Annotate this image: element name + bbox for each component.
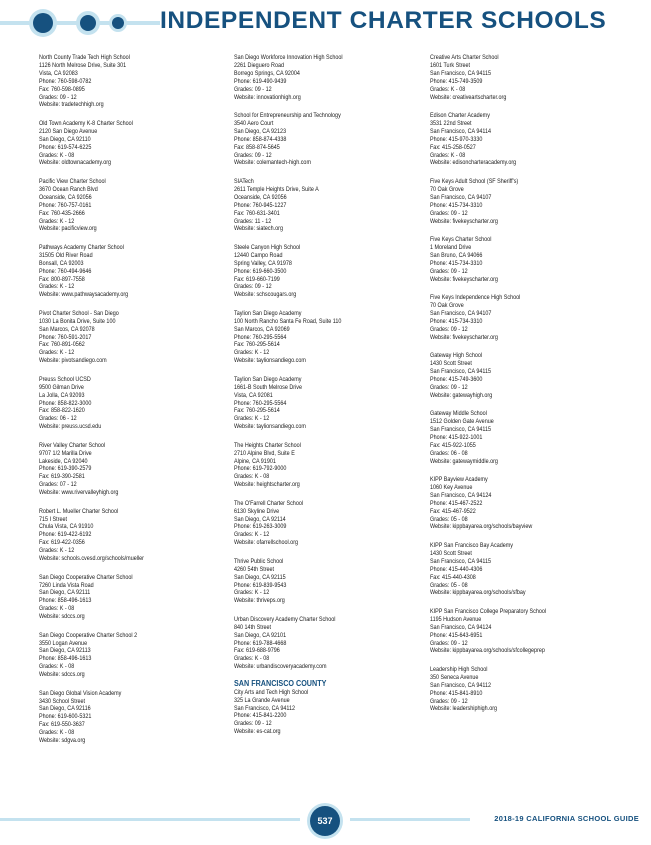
school-website: Website: edisoncharteracademy.org xyxy=(430,159,517,167)
school-name: Leadership High School xyxy=(430,665,488,673)
school-address-line: 1 Moreland Drive xyxy=(430,243,472,251)
school-name: San Diego Workforce Innovation High School xyxy=(234,54,343,61)
school-website: Website: kippbayarea.org/schools/sfcollegeprep xyxy=(430,647,545,655)
school-entry xyxy=(39,508,229,563)
school-website: Website: gatewayhigh.org xyxy=(430,391,493,399)
school-address-line: Alpine, CA 91901 xyxy=(234,457,276,465)
school-grades: Grades: K - 12 xyxy=(39,547,75,555)
school-name: Edison Charter Academy xyxy=(430,112,490,120)
school-address-line: San Bruno, CA 94066 xyxy=(430,251,483,259)
school-name: Pacific View Charter School xyxy=(39,177,106,185)
school-grades: Grades: 07 - 12 xyxy=(39,481,77,489)
school-website: Website: oldtownacademy.org xyxy=(39,159,112,167)
school-entry xyxy=(234,244,424,299)
school-website: Website: schools.cvesd.org/schools/mueller xyxy=(39,555,144,563)
directory-column-3 xyxy=(430,54,620,724)
school-phone: Phone: 619-422-6192 xyxy=(39,531,92,539)
school-name: Urban Discovery Academy Charter School xyxy=(234,615,336,623)
school-phone: Phone: 415-841-8910 xyxy=(430,689,483,697)
header-dot-3 xyxy=(112,17,124,29)
school-entry xyxy=(234,112,424,167)
school-address-line: 9500 Gilman Drive xyxy=(39,383,84,391)
school-address-line: 2611 Temple Heights Drive, Suite A xyxy=(234,185,319,193)
school-name: The O'Farrell Charter School xyxy=(234,499,304,507)
school-entry xyxy=(430,54,620,101)
school-name: Old Town Academy K-8 Charter School xyxy=(39,119,133,127)
school-entry xyxy=(430,410,620,465)
school-website: Website: siatech.org xyxy=(234,225,283,233)
school-name: Five Keys Charter School xyxy=(430,236,492,243)
school-grades: Grades: 09 - 12 xyxy=(234,720,272,728)
school-address-line: Borrego Springs, CA 92004 xyxy=(234,69,300,77)
school-address-line: Chula Vista, CA 91910 xyxy=(39,523,94,531)
school-phone: Phone: 760-591-2017 xyxy=(39,333,92,341)
school-phone: Phone: 619-574-6225 xyxy=(39,143,92,151)
school-phone: Phone: 619-788-4668 xyxy=(234,639,287,647)
school-name: Steele Canyon High School xyxy=(234,243,301,251)
school-address-line: San Diego, CA 92116 xyxy=(39,705,91,713)
school-name: KIPP San Francisco Bay Academy xyxy=(430,541,513,549)
school-address-line: 1512 Golden Gate Avenue xyxy=(430,418,494,425)
school-address-line: San Marcos, CA 92069 xyxy=(234,325,290,333)
school-address-line: 3540 Aero Court xyxy=(234,119,274,127)
school-address-line: San Francisco, CA 94114 xyxy=(430,127,492,135)
school-fax: Fax: 858-874-5645 xyxy=(234,143,280,151)
school-fax: Fax: 619-390-2581 xyxy=(39,473,85,481)
school-address-line: 325 La Grande Avenue xyxy=(234,696,290,704)
school-entry xyxy=(430,542,620,597)
school-grades: Grades: K - 08 xyxy=(39,729,75,737)
school-address-line: 70 Oak Grove xyxy=(430,301,464,309)
footer-rule-left xyxy=(0,818,300,821)
school-grades: Grades: K - 12 xyxy=(234,531,270,539)
school-phone: Phone: 760-945-1227 xyxy=(234,201,287,209)
school-grades: Grades: 06 - 08 xyxy=(430,449,468,457)
school-phone: Phone: 415-467-2522 xyxy=(430,499,483,507)
school-name: Taylion San Diego Academy xyxy=(234,309,302,317)
school-phone: Phone: 760-598-0782 xyxy=(39,77,92,85)
school-name: Pivot Charter School - San Diego xyxy=(39,309,119,317)
school-website: Website: tradetechhigh.org xyxy=(39,101,104,109)
school-grades: Grades: 09 - 12 xyxy=(234,283,272,291)
school-entry xyxy=(430,352,620,399)
school-entry xyxy=(39,310,229,365)
school-grades: Grades: K - 08 xyxy=(430,85,466,93)
school-website: Website: creativeartscharter.org xyxy=(430,93,507,101)
school-fax: Fax: 415-258-0527 xyxy=(430,143,476,151)
school-fax: Fax: 619-550-3637 xyxy=(39,721,85,729)
school-name: KIPP San Francisco College Preparatory School xyxy=(430,607,547,615)
school-entry xyxy=(430,112,620,167)
school-grades: Grades: 06 - 12 xyxy=(39,415,77,423)
school-entry xyxy=(39,376,229,431)
county-heading: SAN FRANCISCO COUNTY xyxy=(234,678,327,688)
school-address-line: Bonsall, CA 92003 xyxy=(39,259,84,267)
school-entry xyxy=(234,376,424,431)
school-grades: Grades: K - 08 xyxy=(430,151,466,159)
school-name: Pathways Academy Charter School xyxy=(39,243,124,251)
school-address-line: 2120 San Diego Avenue xyxy=(39,127,98,135)
school-entry xyxy=(234,54,424,101)
school-address-line: San Francisco, CA 94115 xyxy=(430,425,492,433)
school-address-line: San Diego, CA 92114 xyxy=(234,515,286,523)
school-phone: Phone: 415-922-1001 xyxy=(430,433,483,441)
school-website: Website: taylionsandiego.com xyxy=(234,357,306,365)
school-name: Thrive Public School xyxy=(234,557,284,565)
school-website: Website: urbandiscoveryacademy.com xyxy=(234,663,327,671)
school-phone: Phone: 619-490-9439 xyxy=(234,77,287,85)
school-phone: Phone: 858-822-3000 xyxy=(39,399,92,407)
school-grades: Grades: 09 - 12 xyxy=(39,93,77,101)
school-fax: Fax: 619-660-7199 xyxy=(234,275,280,283)
school-phone: Phone: 858-874-4338 xyxy=(234,135,287,143)
school-grades: Grades: 05 - 08 xyxy=(430,515,468,523)
school-address-line: 1060 Key Avenue xyxy=(430,483,473,491)
school-address-line: San Diego, CA 92101 xyxy=(234,631,287,639)
school-entry xyxy=(234,616,424,671)
school-phone: Phone: 619-600-5321 xyxy=(39,713,92,721)
school-phone: Phone: 619-263-3009 xyxy=(234,523,287,531)
school-address-line: San Francisco, CA 94107 xyxy=(430,309,492,317)
school-fax: Fax: 619-422-0356 xyxy=(39,539,85,547)
school-website: Website: leadershiphigh.org xyxy=(430,705,498,713)
school-address-line: San Diego, CA 92113 xyxy=(39,647,91,655)
school-address-line: Spring Valley, CA 91978 xyxy=(234,259,292,267)
school-fax: Fax: 415-440-4308 xyxy=(430,573,476,581)
school-fax: Fax: 415-922-1055 xyxy=(430,441,476,449)
school-name: North County Trade Tech High School xyxy=(39,54,130,61)
school-phone: Phone: 415-440-4306 xyxy=(430,565,483,573)
school-grades: Grades: K - 08 xyxy=(234,473,270,481)
page-header xyxy=(0,0,651,46)
school-address-line: Vista, CA 92081 xyxy=(234,391,273,399)
school-website: Website: taylionsandiego.com xyxy=(234,423,306,431)
school-address-line: 3430 School Street xyxy=(39,697,86,705)
school-address-line: 2710 Alpine Blvd, Suite E xyxy=(234,449,295,457)
school-name: San Diego Global Vision Academy xyxy=(39,689,122,697)
school-address-line: San Diego, CA 92123 xyxy=(234,127,287,135)
school-phone: Phone: 858-496-1613 xyxy=(39,597,92,605)
school-grades: Grades: K - 08 xyxy=(39,151,75,159)
school-website: Website: colemantech-high.com xyxy=(234,159,311,167)
school-phone: Phone: 415-970-3330 xyxy=(430,135,483,143)
school-address-line: 715 I Street xyxy=(39,515,68,523)
school-address-line: 2261 Dieguero Road xyxy=(234,61,284,69)
school-address-line: San Diego, CA 92111 xyxy=(39,589,91,597)
page-footer xyxy=(0,800,651,840)
school-name: Preuss School UCSD xyxy=(39,375,91,383)
school-address-line: 1126 North Melrose Drive, Suite 301 xyxy=(39,61,127,69)
header-dot-2 xyxy=(80,15,96,31)
school-phone: Phone: 415-643-6951 xyxy=(430,631,483,639)
school-website: Website: www.rivervalleyhigh.org xyxy=(39,489,119,497)
school-address-line: San Francisco, CA 94124 xyxy=(430,491,492,499)
school-grades: Grades: 09 - 12 xyxy=(234,151,272,159)
directory-column-2 xyxy=(234,54,424,747)
school-name: San Diego Cooperative Charter School xyxy=(39,573,133,581)
school-phone: Phone: 760-295-5564 xyxy=(234,399,287,407)
school-fax: Fax: 800-897-7558 xyxy=(39,275,85,283)
school-grades: Grades: 09 - 12 xyxy=(430,697,468,705)
school-website: Website: fivekeyscharter.org xyxy=(430,333,498,341)
school-website: Website: pivotsandiego.com xyxy=(39,357,107,365)
school-phone: Phone: 415-734-3310 xyxy=(430,317,483,325)
school-grades: Grades: K - 08 xyxy=(234,655,270,663)
school-address-line: 1661-B South Melrose Drive xyxy=(234,383,303,391)
school-address-line: San Francisco, CA 94112 xyxy=(430,681,492,689)
school-website: Website: www.pathwaysacademy.org xyxy=(39,291,129,299)
school-entry xyxy=(39,244,229,299)
footer-rule-right xyxy=(350,818,470,821)
school-address-line: 350 Seneca Avenue xyxy=(430,673,479,681)
school-grades: Grades: K - 12 xyxy=(234,589,270,597)
school-fax: Fax: 858-822-1620 xyxy=(39,407,85,415)
school-phone: Phone: 619-792-9000 xyxy=(234,465,287,473)
school-website: Website: innovationhigh.org xyxy=(234,93,301,101)
school-website: Website: kippbayarea.org/schools/sfbay xyxy=(430,589,526,597)
school-address-line: San Francisco, CA 94115 xyxy=(430,557,492,565)
school-phone: Phone: 619-839-9543 xyxy=(234,581,287,589)
school-grades: Grades: K - 08 xyxy=(39,663,75,671)
school-fax: Fax: 415-467-9522 xyxy=(430,507,476,515)
school-address-line: 4260 54th Street xyxy=(234,565,275,573)
school-fax: Fax: 760-435-2666 xyxy=(39,209,85,217)
school-address-line: Lakeside, CA 92040 xyxy=(39,457,88,465)
school-entry xyxy=(39,120,229,167)
school-address-line: 7260 Linda Vista Road xyxy=(39,581,94,589)
school-name: SIATech xyxy=(234,177,254,185)
school-name: City Arts and Tech High School xyxy=(234,688,309,696)
school-fax: Fax: 760-631-3401 xyxy=(234,209,280,217)
school-grades: Grades: K - 12 xyxy=(234,415,270,423)
school-address-line: 1195 Hudson Avenue xyxy=(430,615,482,623)
school-address-line: San Francisco, CA 94107 xyxy=(430,193,492,201)
school-website: Website: kippbayarea.org/schools/bayview xyxy=(430,523,533,531)
school-website: Website: pacificview.org xyxy=(39,225,97,233)
school-address-line: San Francisco, CA 94115 xyxy=(430,367,492,375)
school-address-line: Oceanside, CA 92056 xyxy=(39,193,92,201)
school-grades: Grades: 09 - 12 xyxy=(430,209,468,217)
school-name: Five Keys Independence High School xyxy=(430,294,521,302)
school-name: Robert L. Mueller Charter School xyxy=(39,507,119,515)
school-entry xyxy=(234,178,424,233)
school-address-line: 1601 Turk Street xyxy=(430,61,471,69)
school-address-line: 100 North Rancho Santa Fe Road, Suite 110 xyxy=(234,317,342,325)
school-phone: Phone: 415-841-2200 xyxy=(234,712,287,720)
school-grades: Grades: K - 12 xyxy=(234,349,270,357)
school-entry xyxy=(234,500,424,547)
school-website: Website: sdccs.org xyxy=(39,613,85,621)
guide-title: 2018-19 CALIFORNIA SCHOOL GUIDE xyxy=(494,814,639,823)
school-fax: Fax: 760-891-0562 xyxy=(39,341,85,349)
school-entry xyxy=(234,558,424,605)
school-name: Creative Arts Charter School xyxy=(430,54,499,61)
school-address-line: Oceanside, CA 92056 xyxy=(234,193,287,201)
school-entry xyxy=(39,574,229,621)
school-address-line: San Diego, CA 92110 xyxy=(39,135,91,143)
school-phone: Phone: 415-734-3310 xyxy=(430,201,483,209)
school-phone: Phone: 760-295-5564 xyxy=(234,333,287,341)
school-website: Website: preuss.ucsd.edu xyxy=(39,423,102,431)
school-name: Gateway High School xyxy=(430,352,483,360)
school-phone: Phone: 415-734-3310 xyxy=(430,259,483,267)
school-website: Website: thriveps.org xyxy=(234,597,285,605)
school-website: Website: sdgva.org xyxy=(39,737,86,745)
school-address-line: Vista, CA 92083 xyxy=(39,69,78,77)
school-name: Gateway Middle School xyxy=(430,410,487,418)
school-address-line: San Francisco, CA 94115 xyxy=(430,69,492,77)
school-website: Website: schscougars.org xyxy=(234,291,297,299)
school-address-line: San Francisco, CA 94112 xyxy=(234,704,296,712)
school-address-line: 1430 Scott Street xyxy=(430,549,472,557)
school-website: Website: ofarrellschool.org xyxy=(234,539,299,547)
school-name: KIPP Bayview Academy xyxy=(430,476,488,484)
school-entry xyxy=(430,666,620,713)
school-phone: Phone: 619-390-2579 xyxy=(39,465,92,473)
school-address-line: 840 14th Street xyxy=(234,623,272,631)
school-phone: Phone: 415-749-3600 xyxy=(430,375,483,383)
school-entry xyxy=(234,442,424,489)
header-dot-1 xyxy=(33,13,53,33)
school-website: Website: fivekeyscharter.org xyxy=(430,275,498,283)
school-entry xyxy=(234,310,424,365)
school-address-line: 1030 La Bonita Drive, Suite 100 xyxy=(39,317,116,325)
school-phone: Phone: 760-494-9646 xyxy=(39,267,92,275)
school-grades: Grades: K - 08 xyxy=(39,605,75,613)
school-grades: Grades: 09 - 12 xyxy=(234,85,272,93)
school-entry xyxy=(430,476,620,531)
school-grades: Grades: 09 - 12 xyxy=(430,325,468,333)
school-entry xyxy=(39,442,229,497)
school-grades: Grades: K - 12 xyxy=(39,283,75,291)
school-website: Website: gatewaymiddle.org xyxy=(430,457,498,465)
school-website: Website: es-cat.org xyxy=(234,728,281,736)
school-entry xyxy=(39,54,229,109)
school-fax: Fax: 760-598-0895 xyxy=(39,85,85,93)
school-entry xyxy=(234,689,424,736)
school-address-line: 6130 Skyline Drive xyxy=(234,507,280,515)
school-name: The Heights Charter School xyxy=(234,441,301,449)
school-entry xyxy=(430,236,620,283)
school-fax: Fax: 619-688-9796 xyxy=(234,647,280,655)
school-address-line: 1430 Scott Street xyxy=(430,359,472,367)
school-entry xyxy=(39,690,229,745)
school-address-line: 3670 Ocean Ranch Blvd xyxy=(39,185,98,193)
page-number: 537 xyxy=(310,806,340,836)
school-entry xyxy=(430,294,620,341)
school-grades: Grades: 09 - 12 xyxy=(430,383,468,391)
school-phone: Phone: 415-749-3509 xyxy=(430,77,483,85)
school-name: School for Entrepreneurship and Technology xyxy=(234,112,341,120)
school-phone: Phone: 619-660-3500 xyxy=(234,267,287,275)
school-grades: Grades: 09 - 12 xyxy=(430,639,468,647)
school-fax: Fax: 760-295-5614 xyxy=(234,341,280,349)
school-address-line: 9707 1/2 Marilla Drive xyxy=(39,449,92,457)
school-address-line: 70 Oak Grove xyxy=(430,185,464,193)
school-address-line: 3531 22nd Street xyxy=(430,119,472,127)
school-address-line: 31505 Old River Road xyxy=(39,251,93,259)
school-name: Taylion San Diego Academy xyxy=(234,375,302,383)
school-grades: Grades: 05 - 08 xyxy=(430,581,468,589)
school-address-line: 12440 Campo Road xyxy=(234,251,283,259)
school-name: Five Keys Adult School (SF Sheriff's) xyxy=(430,177,519,185)
school-address-line: 3550 Logan Avenue xyxy=(39,639,88,647)
school-name: San Diego Cooperative Charter School 2 xyxy=(39,631,138,639)
school-address-line: San Francisco, CA 94124 xyxy=(430,623,492,631)
school-website: Website: heightscharter.org xyxy=(234,481,300,489)
school-website: Website: sdccs.org xyxy=(39,671,85,679)
school-grades: Grades: 09 - 12 xyxy=(430,267,468,275)
school-grades: Grades: K - 12 xyxy=(39,349,75,357)
directory-column-1 xyxy=(39,54,229,756)
school-entry xyxy=(430,178,620,225)
school-grades: Grades: K - 12 xyxy=(39,217,75,225)
page-title: INDEPENDENT CHARTER SCHOOLS xyxy=(160,7,607,34)
school-website: Website: fivekeyscharter.org xyxy=(430,217,498,225)
school-address-line: La Jolla, CA 92093 xyxy=(39,391,85,399)
school-phone: Phone: 760-757-0161 xyxy=(39,201,92,209)
school-entry xyxy=(430,608,620,655)
school-name: River Valley Charter School xyxy=(39,441,106,449)
school-address-line: San Marcos, CA 92078 xyxy=(39,325,95,333)
school-grades: Grades: 11 - 12 xyxy=(234,217,272,225)
school-phone: Phone: 858-496-1613 xyxy=(39,655,92,663)
school-address-line: San Diego, CA 92115 xyxy=(234,573,286,581)
school-fax: Fax: 760-295-5614 xyxy=(234,407,280,415)
school-entry xyxy=(39,178,229,233)
school-entry xyxy=(39,632,229,679)
